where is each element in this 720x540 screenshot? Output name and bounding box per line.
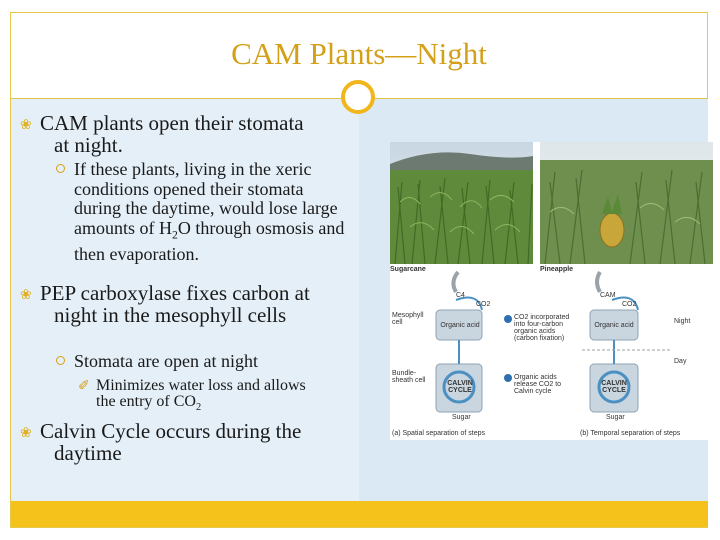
bullet-pep-carboxylase: [20, 282, 320, 326]
subbullet-stomata-open: [56, 352, 346, 372]
c4-cam-figure: [390, 142, 713, 440]
bullet-text: CAM plants open their stomata at night.: [40, 111, 304, 157]
circle-bullet-icon: [56, 164, 65, 173]
figure-illustration: [390, 142, 713, 440]
c4-diagram: [436, 298, 482, 412]
subsubbullet-text-part: Minimizes water loss and allows the entry of CO: [96, 377, 306, 410]
label-sugar-left: Sugar: [452, 414, 471, 421]
subbullet-xeric: [56, 160, 346, 264]
cam-diagram: [582, 298, 670, 412]
label-co2-right: CO2: [622, 301, 637, 308]
subbullet-text-end: O through osmosis and then evaporation.: [74, 217, 345, 264]
pencil-bullet-icon: ✐: [78, 379, 90, 394]
label-c4: C4: [456, 292, 465, 299]
label-step2: Organic acids release CO2 to Calvin cycle: [514, 374, 562, 395]
label-organic-acid-right: Organic acid: [594, 322, 634, 329]
label-sugar-right: Sugar: [606, 414, 625, 421]
label-calvin-right: CALVIN CYCLE: [601, 380, 627, 394]
subbullet-text: [56, 160, 346, 264]
circle-bullet-icon: [56, 356, 65, 365]
bullet-text: Calvin Cycle occurs during the daytime: [40, 419, 302, 465]
label-organic-acid-left: Organic acid: [440, 322, 480, 329]
label-calvin-left: CALVIN CYCLE: [447, 380, 473, 394]
label-mesophyll: Mesophyll cell: [392, 312, 424, 326]
bullet-cam-open-stomata: [20, 112, 320, 156]
pineapple-photo: [540, 142, 713, 264]
h2o-h: H: [159, 217, 172, 238]
subsubbullet-text: [78, 378, 328, 416]
divider-circle-ornament: [341, 80, 375, 114]
footer-bar: [11, 501, 708, 527]
label-bundle-sheath: Bundle-sheath cell: [392, 370, 426, 384]
caption-temporal: (b) Temporal separation of steps: [580, 430, 681, 437]
h2o-subscript: 2: [172, 228, 178, 242]
label-pineapple: Pineapple: [540, 266, 574, 273]
bullet-text: PEP carboxylase fixes carbon at night in the mesophyll cells: [40, 281, 310, 327]
slide-title: CAM Plants—Night: [231, 36, 487, 71]
bullet-calvin-cycle: [20, 420, 330, 464]
bullet-marker-icon: ❀: [20, 118, 32, 133]
subbullet-text: Stomata are open at night: [74, 351, 258, 371]
co2-subscript: 2: [195, 402, 202, 414]
label-day: Day: [674, 358, 687, 365]
bullet-marker-icon: ❀: [20, 426, 32, 441]
label-cam: CAM: [600, 292, 616, 299]
label-sugarcane: Sugarcane: [390, 266, 426, 273]
label-night: Night: [674, 318, 691, 325]
label-co2-left: CO2: [476, 301, 491, 308]
sugarcane-photo: [390, 142, 533, 264]
bullet-marker-icon: ❀: [20, 288, 32, 303]
subsubbullet-water-loss: [78, 378, 328, 416]
label-step1: CO2 incorporated into four-carbon organic acids (carbon fixation): [514, 314, 570, 342]
subbullet-text-part: If these plants, living in the xeric conditions opened their stomata during the daytime, would lose large amounts of: [74, 159, 338, 238]
caption-spatial: (a) Spatial separation of steps: [392, 430, 485, 437]
